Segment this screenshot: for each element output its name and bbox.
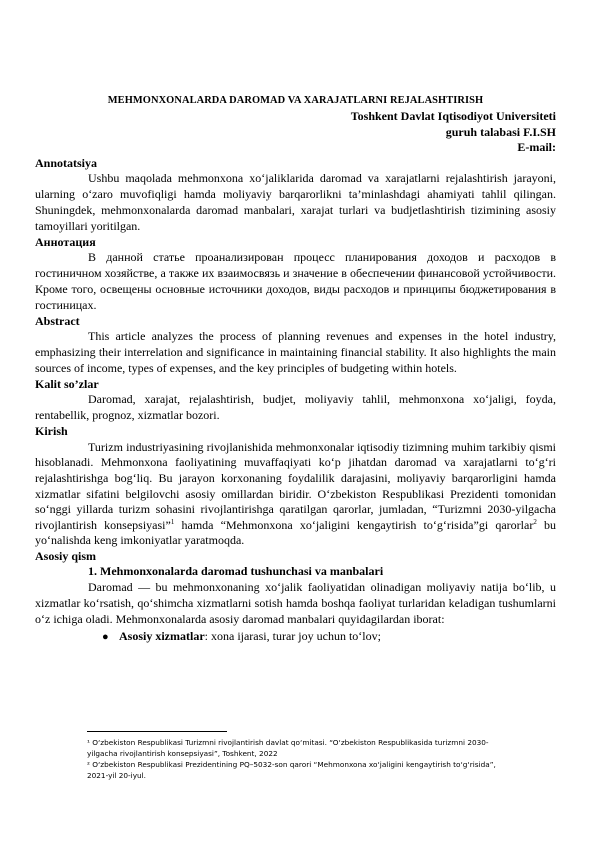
footnote-2-line2: 2021-yil 20-iyul. [87,771,147,780]
bullet-icon: ● [102,630,109,643]
annotation-uz-text: Ushbu maqolada mehmonxona xo‘jaliklarida daromad va xarajatlarni rejalashtirish jarayoni, ularning o‘zaro muvofiqligi hamda moliyaviy barqarorlikni ta’minlashdagi ahamiyati tahlil qilingan. Shuningdek, mehmonxonalarda daromad manbalari, xarajat turlari va budjetlashtirish tizimining asosiy tamoyillari yoritilgan. [35,171,556,233]
bullet-text: : xona ijarasi, turar joy uchun to‘lov; [204,628,381,643]
annotation-ru-text: В данной статье проанализирован процесс планирования доходов и расходов в гостиничном хозяйстве, а также их взаимосвязь и значение в обеспечении финансовой устойчивости. Кроме того, освещены основные источники доходов, виды расходов и принципы бюджетирования в гостиницах. [35,250,556,312]
footnote-2-line1: ² O‘zbekiston Respublikasi Prezidentining PQ–5032-son qarori “Mehmonxona xo‘jaligini kengaytirish to‘g‘risida”, [87,760,496,769]
intro-heading: Kirish [35,424,68,439]
intro-text-part1: Turizm industriyasining rivojlanishida mehmonxonalar iqtisodiy tizimning muhim tarkibiy qismi hisoblanadi. Mehmonxona faoliyatining muvaffaqiyati ko‘p jihatdan daromad va xarajatlarni to‘g‘ri rejalashtirishga bog‘liq. Bu jarayon korxonaning foydalilik darajasini, moliyaviy barqarorligini hamda xizmatlar sifatini belgilovchi asosiy omillardan biridir. O‘zbekiston Respublikasi Prezidenti tomonidan so‘nggi yillarda turizm sohasini rivojlantirishga qaratilgan qarorlar, jumladan, “Turizmni 2030-yilgacha rivojlantirish konsepsiyasi” [35,439,556,532]
main-subheading: 1. Mehmonxonalarda daromad tushunchasi va manbalari [88,564,384,579]
bullet-label: Asosiy xizmatlar [119,628,205,643]
footnote-divider [87,731,227,732]
main-text: Daromad — bu mehmonxonaning xo‘jalik faoliyatidan olinadigan moliyaviy natija bo‘lib, u xizmatlar ko‘rsatish, qo‘shimcha xizmatlarni sotish hamda boshqa faoliyat turlaridan keladigan tushumlarni o‘z ichiga oladi. Mehmonxonalarda asosiy daromad manbalari quyidagilardan iborat: [35,579,556,626]
footnote-1-line1: ¹ O‘zbekiston Respublikasi Turizmni rivojlantirish davlat qo‘mitasi. “O‘zbekiston Respublikasida turizmni 2030- [87,738,489,747]
document-page [35,95,556,645]
intro-text [35,440,556,549]
footnote-ref-2: 2 [533,517,537,526]
author-student: guruh talabasi F.I.SH [445,124,556,139]
author-university: Toshkent Davlat Iqtisodiyot Universiteti [350,109,556,123]
footnotes [87,737,537,781]
annotation-uz-heading: Annotatsiya [35,155,98,170]
bullet-item [35,629,556,646]
intro-text-part2: hamda “Mehmonxona xo‘jaligini kengaytirish to‘g‘risida”gi qarorlar [174,517,534,532]
footnote-ref-1: 1 [170,517,175,526]
keywords-text: Daromad, xarajat, rejalashtirish, budjet, moliyaviy tahlil, mehmonxona xo‘jaligi, foyda, rentabellik, prognoz, xizmatlar bozori. [35,392,556,423]
annotation-ru-heading: Аннотация [35,234,96,249]
main-heading: Asosiy qism [35,548,97,563]
abstract-heading: Abstract [35,313,80,328]
paper-title: MEHMONXONALARDA DAROMAD VA XARAJATLARNI REJALASHTIRISH [107,95,484,106]
abstract-text: This article analyzes the process of planning revenues and expenses in the hotel industry, emphasizing their interrelation and significance in maintaining financial stability. It also highlights the main sources of income, types of expenses, and the key principles of budgeting within hotels. [35,329,556,376]
keywords-heading: Kalit so’zlar [35,376,99,391]
intro-text-part3: bu yo‘nalishda keng imkoniyatlar yaratmoqda. [35,517,556,548]
footnote-1-line2: yilgacha rivojlantirish konsepsiyasi”, Toshkent, 2022 [87,749,278,758]
author-email: E-mail: [517,140,556,154]
